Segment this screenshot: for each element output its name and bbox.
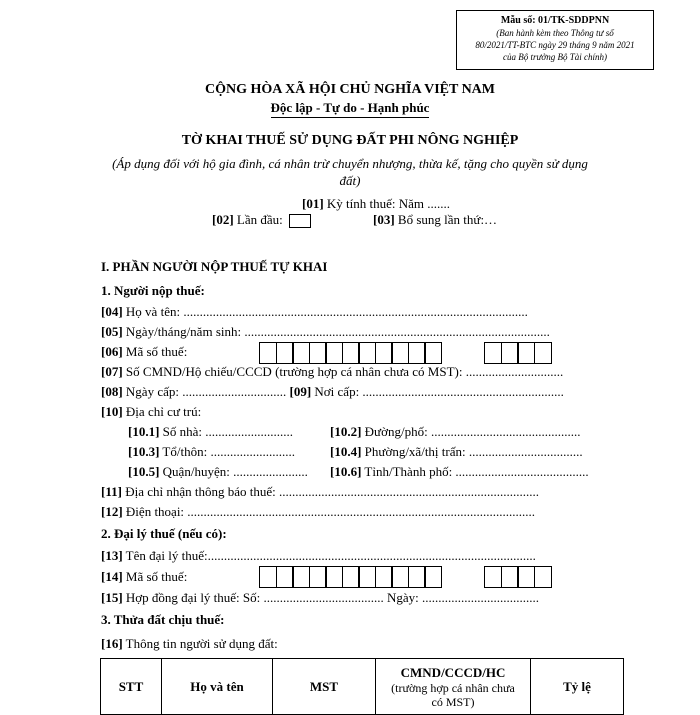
field-08-09-issue[interactable] <box>101 384 564 400</box>
field-12-code: [12] <box>101 504 123 519</box>
motto <box>0 100 700 116</box>
tax-code-boxes-suffix[interactable] <box>484 342 550 364</box>
field-11-label: Địa chỉ nhận thông báo thuế: ................................................................................ <box>121 484 540 499</box>
field-10-3-hamlet[interactable] <box>128 444 295 460</box>
field-04-label: Họ và tên: .......................................................................................................... <box>122 304 528 319</box>
field-14-code: [14] <box>101 569 123 584</box>
field-10-1-code: [10.1] <box>128 424 160 439</box>
col-id-number <box>376 659 531 715</box>
field-15-code: [15] <box>101 590 123 605</box>
field-04-code: [04] <box>101 304 123 319</box>
field-10-2-code: [10.2] <box>330 424 362 439</box>
field-13-agent-name[interactable] <box>101 548 536 564</box>
field-07-label: Số CMND/Hộ chiếu/CCCD (trường hợp cá nhân chưa có MST): .............................. <box>122 364 564 379</box>
field-03-supplement <box>373 212 497 228</box>
form-note-line3: của Bộ trưởng Bộ Tài chính) <box>503 52 607 62</box>
agent-tax-code-boxes-main[interactable] <box>259 566 441 588</box>
field-15-agent-contract[interactable] <box>101 590 539 606</box>
col-id-number-title: CMND/CCCD/HC <box>400 664 506 680</box>
subsection-tax-agent: 2. Đại lý thuế (nếu có): <box>101 526 227 541</box>
field-06-code: [06] <box>101 344 123 359</box>
field-07-code: [07] <box>101 364 123 379</box>
form-note-line1: (Ban hành kèm theo Thông tư số <box>496 28 614 38</box>
field-01-label: Kỳ tính thuế: Năm ....... <box>323 196 451 211</box>
field-10-4-ward[interactable] <box>330 444 583 460</box>
field-05-code: [05] <box>101 324 123 339</box>
field-02-label: Lần đầu: <box>233 212 283 227</box>
form-number-box <box>456 10 654 70</box>
field-01-code: [01] <box>302 196 324 211</box>
field-08-code: [08] <box>101 384 123 399</box>
field-16-land-user-info <box>101 636 278 652</box>
field-04-full-name[interactable] <box>101 304 528 320</box>
motto-text: Độc lập - Tự do - Hạnh phúc <box>271 100 430 118</box>
field-15-label: Hợp đồng đại lý thuế: Số: ..................................... Ngày: .................................... <box>122 590 540 605</box>
subsection-taxpayer: 1. Người nộp thuế: <box>101 283 205 298</box>
field-07-id-number[interactable] <box>101 364 563 380</box>
col-id-number-note1: (trường hợp cá nhân chưa <box>391 680 515 695</box>
field-10-1-house-number[interactable] <box>128 424 293 440</box>
field-14-agent-tax-code <box>101 569 187 585</box>
subsection-taxable-land: 3. Thửa đất chịu thuế: <box>101 612 225 627</box>
land-user-table <box>100 658 624 715</box>
field-02-first-time <box>212 212 317 228</box>
tax-code-boxes-main[interactable] <box>259 342 441 364</box>
col-id-number-note2: có MST) <box>431 694 475 709</box>
field-10-5-label: Quận/huyện: ....................... <box>159 464 308 479</box>
field-11-code: [11] <box>101 484 122 499</box>
field-10-5-code: [10.5] <box>128 464 160 479</box>
nation-title: CỘNG HÒA XÃ HỘI CHỦ NGHĨA VIỆT NAM <box>204 82 495 97</box>
field-08-label: Ngày cấp: ................................ <box>122 384 290 399</box>
field-10-4-code: [10.4] <box>330 444 362 459</box>
form-title: TỜ KHAI THUẾ SỬ DỤNG ĐẤT PHI NÔNG NGHIỆP <box>181 133 519 148</box>
field-12-phone[interactable] <box>101 504 535 520</box>
field-09-code: [09] <box>289 384 312 399</box>
form-subtitle-line1: (Áp dụng đối với hộ gia đình, cá nhân trừ chuyển nhượng, thừa kế, tặng cho quyền sử dụng <box>112 156 588 171</box>
field-09-label: Nơi cấp: .............................................................. <box>311 384 564 399</box>
field-10-4-label: Phường/xã/thị trấn: ................................... <box>361 444 583 459</box>
agent-tax-code-boxes-suffix[interactable] <box>484 566 550 588</box>
field-14-label: Mã số thuế: <box>122 569 188 584</box>
field-10-code: [10] <box>101 404 123 419</box>
first-time-checkbox[interactable] <box>289 214 311 228</box>
field-02-code: [02] <box>212 212 234 227</box>
field-10-3-code: [10.3] <box>128 444 160 459</box>
field-06-label: Mã số thuế: <box>122 344 188 359</box>
field-13-label: Tên đại lý thuế:..................................................................................................... <box>122 548 536 563</box>
form-code: Mẫu số: 01/TK-SDDPNN <box>500 15 610 26</box>
field-12-label: Điện thoại: ........................................................................................................... <box>122 504 536 519</box>
field-16-label: Thông tin người sử dụng đất: <box>122 636 278 651</box>
field-10-2-street[interactable] <box>330 424 580 440</box>
field-16-code: [16] <box>101 636 123 651</box>
field-10-3-label: Tổ/thôn: .......................... <box>159 444 295 459</box>
field-10-6-code: [10.6] <box>330 464 362 479</box>
field-05-date-of-birth[interactable] <box>101 324 550 340</box>
field-10-5-district[interactable] <box>128 464 308 480</box>
col-full-name: Họ và tên <box>162 659 273 715</box>
field-10-label: Địa chỉ cư trú: <box>122 404 202 419</box>
col-stt: STT <box>101 659 162 715</box>
col-mst: MST <box>273 659 376 715</box>
field-03-label: Bổ sung lần thứ:… <box>394 212 498 227</box>
field-06-tax-code <box>101 344 187 360</box>
field-01-tax-period <box>302 196 450 212</box>
field-10-1-label: Số nhà: ........................... <box>159 424 294 439</box>
field-10-address <box>101 404 201 420</box>
form-subtitle-line2: đất) <box>339 173 361 188</box>
field-05-label: Ngày/tháng/năm sinh: .............................................................................................. <box>122 324 550 339</box>
field-10-6-label: Tỉnh/Thành phố: ......................................... <box>361 464 589 479</box>
form-note-line2: 80/2021/TT-BTC ngày 29 tháng 9 năm 2021 <box>475 40 635 50</box>
col-ratio: Tỷ lệ <box>531 659 624 715</box>
field-10-2-label: Đường/phố: .............................................. <box>361 424 581 439</box>
field-13-code: [13] <box>101 548 123 563</box>
field-11-notice-address[interactable] <box>101 484 539 500</box>
field-10-6-province[interactable] <box>330 464 589 480</box>
section-1-title: I. PHẦN NGƯỜI NỘP THUẾ TỰ KHAI <box>101 259 328 274</box>
field-03-code: [03] <box>373 212 395 227</box>
